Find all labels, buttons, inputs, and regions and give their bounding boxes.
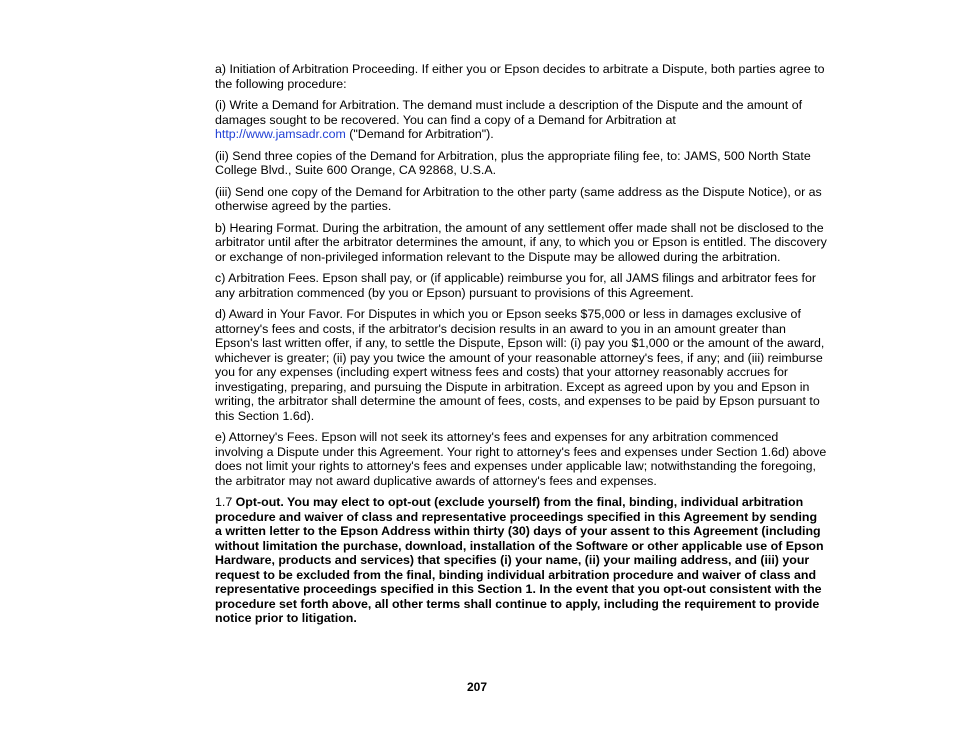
jamsadr-link[interactable]: http://www.jamsadr.com [215, 127, 346, 141]
opt-out-text: Opt-out. You may elect to opt-out (exclude yourself) from the final, binding, individual arbitration procedure and waiver of class and representative proceedings specified in this Agreement by sending a written letter to the Epson Address within thirty (30) days of your assent to this Agreement (including without limitation the purchase, download, installation of the Software or other applicable use of Epson Hardware, products and services) that specifies (i) your name, (ii) your mailing address, and (iii) your request to be excluded from the final, binding individual arbitration procedure and waiver of class and representative proceedings specified in this Section 1. In the event that you opt-out consistent with the procedure set forth above, all other terms shall continue to apply, including the requirement to provide notice prior to litigation. [215, 495, 824, 625]
paragraph-d-award: d) Award in Your Favor. For Disputes in which you or Epson seeks $75,000 or less in damages exclusive of attorney's fees and costs, if the arbitrator's decision results in an award to you in an amount greater than Epson's last written offer, if any, to settle the Dispute, Epson will: (i) pay you $1,000 or the amount of the award, whichever is greater; (ii) pay you twice the amount of your reasonable attorney's fees, if any; and (iii) reimburse you for any expenses (including expert witness fees and costs) that your attorney reasonably accrues for investigating, preparing, and pursuing the Dispute in arbitration. Except as agreed upon by you and Epson in writing, the arbitrator shall determine the amount of fees, costs, and expenses to be paid by Epson pursuant to this Section 1.6d). [215, 307, 825, 423]
paragraph-iii-send-one-copy: (iii) Send one copy of the Demand for Arbitration to the other party (same address as the Dispute Notice), or as otherwise agreed by the parties. [215, 184, 822, 213]
section-1-7-opt-out [215, 495, 827, 626]
paragraph-e-attorney-fees: e) Attorney's Fees. Epson will not seek its attorney's fees and expenses for any arbitration commenced involving a Dispute under this Agreement. Your right to attorney's fees and expenses under Section 1.6d) above does not limit your rights to attorney's fees and expenses under applicable law; notwithstanding the foregoing, the arbitrator may not award duplicative awards of attorney's fees and expenses. [215, 430, 827, 488]
paragraph-i-write-demand [215, 98, 827, 142]
document-body [215, 62, 827, 633]
page-number: 207 [466, 680, 488, 694]
paragraph-a-initiation: a) Initiation of Arbitration Proceeding. If either you or Epson decides to arbitrate a Dispute, both parties agree to the following procedure: [215, 62, 825, 91]
paragraph-c-arbitration-fees: c) Arbitration Fees. Epson shall pay, or (if applicable) reimburse you for, all JAMS filings and arbitrator fees for any arbitration commenced (by you or Epson) pursuant to provisions of this Agreement. [215, 271, 816, 300]
section-number: 1.7 [215, 495, 236, 509]
paragraph-i-tail: ("Demand for Arbitration"). [345, 127, 494, 141]
paragraph-i-text: (i) Write a Demand for Arbitration. The demand must include a description of the Dispute and the amount of damages sought to be recovered. You can find a copy of a Demand for Arbitration at [215, 98, 803, 127]
paragraph-ii-send-copies: (ii) Send three copies of the Demand for Arbitration, plus the appropriate filing fee, to: JAMS, 500 North State College Blvd., Suite 600 Orange, CA 92868, U.S.A. [215, 148, 811, 177]
paragraph-b-hearing-format: b) Hearing Format. During the arbitration, the amount of any settlement offer made shall not be disclosed to the arbitrator until after the arbitrator determines the amount, if any, to which you or Epson is entitled. The discovery or exchange of non-privileged information relevant to the Dispute may be allowed during the arbitration. [215, 220, 827, 264]
